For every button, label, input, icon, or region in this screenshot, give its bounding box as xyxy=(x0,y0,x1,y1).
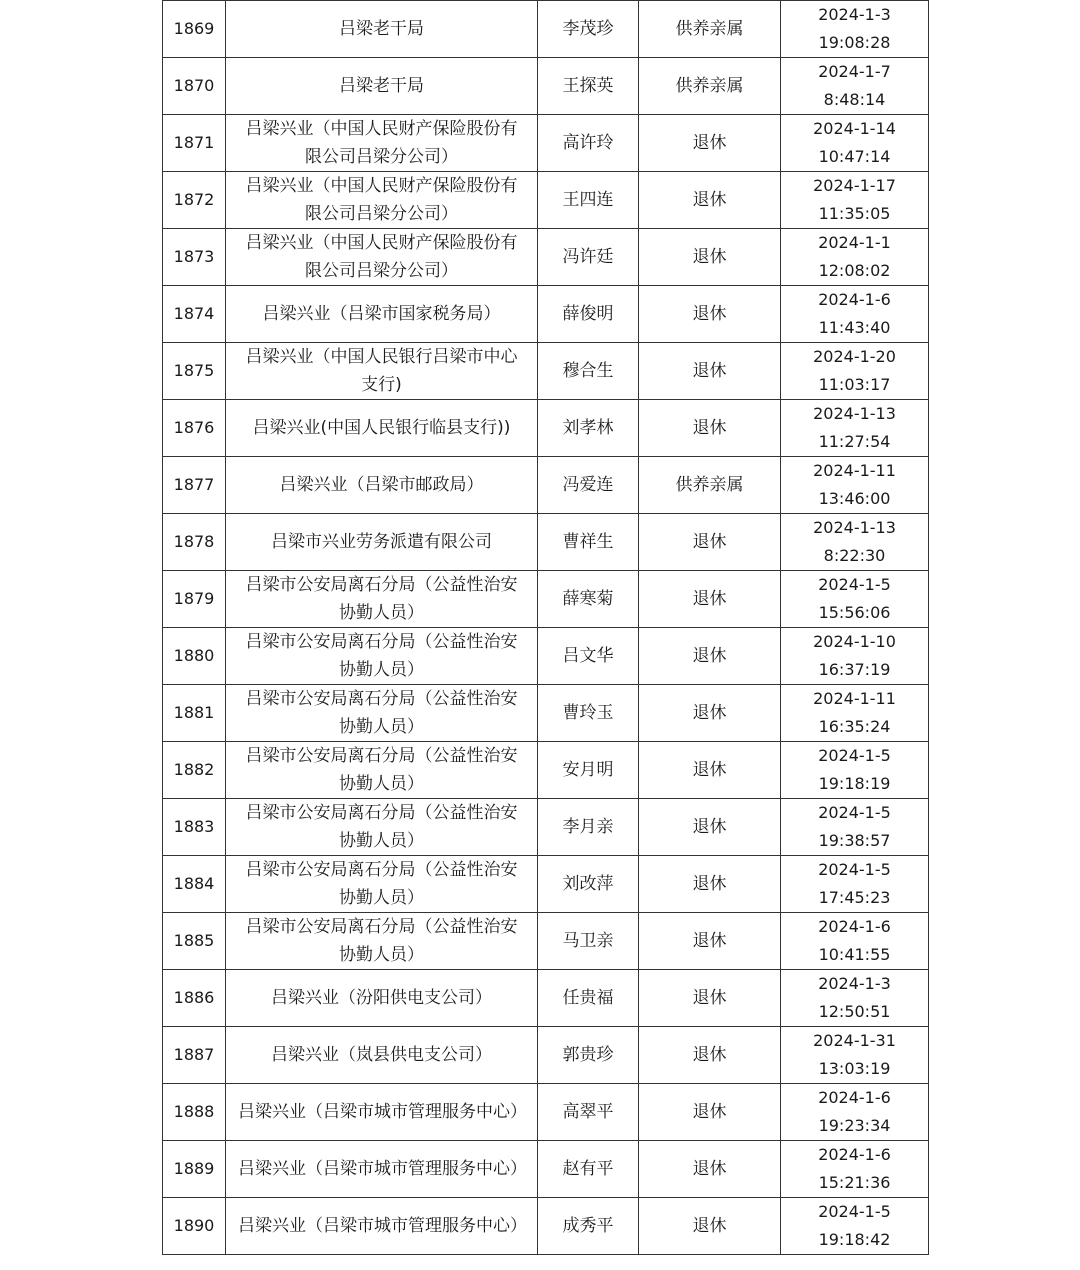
status-type-cell: 退休 xyxy=(639,913,781,970)
record-time: 12:50:51 xyxy=(818,1002,891,1021)
person-name-cell: 王探英 xyxy=(538,58,639,115)
record-time: 11:35:05 xyxy=(818,204,891,223)
table-row xyxy=(163,400,929,457)
sequence-number-cell: 1875 xyxy=(163,343,226,400)
work-unit-cell: 吕梁市兴业劳务派遣有限公司 xyxy=(226,514,538,571)
timestamp-cell xyxy=(781,913,929,970)
timestamp-cell xyxy=(781,286,929,343)
table-row xyxy=(163,913,929,970)
timestamp-cell xyxy=(781,742,929,799)
sequence-number-cell: 1889 xyxy=(163,1141,226,1198)
work-unit-cell: 吕梁市公安局离石分局（公益性治安协勤人员） xyxy=(226,628,538,685)
person-name-cell: 李茂珍 xyxy=(538,1,639,58)
table-row xyxy=(163,799,929,856)
status-type-cell: 退休 xyxy=(639,970,781,1027)
sequence-number-cell: 1878 xyxy=(163,514,226,571)
sequence-number-cell: 1882 xyxy=(163,742,226,799)
record-time: 17:45:23 xyxy=(818,888,891,907)
table-row xyxy=(163,229,929,286)
work-unit-cell: 吕梁兴业（中国人民财产保险股份有限公司吕梁分公司） xyxy=(226,229,538,286)
record-time: 19:23:34 xyxy=(818,1116,891,1135)
record-date: 2024-1-11 xyxy=(813,461,896,480)
record-date: 2024-1-13 xyxy=(813,518,896,537)
record-time: 19:08:28 xyxy=(818,33,891,52)
work-unit-cell: 吕梁兴业（岚县供电支公司） xyxy=(226,1027,538,1084)
sequence-number-cell: 1888 xyxy=(163,1084,226,1141)
work-unit-cell: 吕梁兴业（吕梁市邮政局） xyxy=(226,457,538,514)
table-row xyxy=(163,172,929,229)
person-name-cell: 任贵福 xyxy=(538,970,639,1027)
status-type-cell: 退休 xyxy=(639,628,781,685)
status-type-cell: 退休 xyxy=(639,514,781,571)
person-name-cell: 王四连 xyxy=(538,172,639,229)
table-row xyxy=(163,856,929,913)
record-time: 8:48:14 xyxy=(823,90,886,109)
record-date: 2024-1-5 xyxy=(818,860,891,879)
timestamp-cell xyxy=(781,115,929,172)
records-body xyxy=(163,1,929,1255)
status-type-cell: 退休 xyxy=(639,1141,781,1198)
table-row xyxy=(163,58,929,115)
record-time: 19:38:57 xyxy=(818,831,891,850)
work-unit-cell: 吕梁兴业（吕梁市城市管理服务中心） xyxy=(226,1141,538,1198)
work-unit-cell: 吕梁兴业（吕梁市城市管理服务中心） xyxy=(226,1084,538,1141)
person-name-cell: 冯爱连 xyxy=(538,457,639,514)
person-name-cell: 曹玲玉 xyxy=(538,685,639,742)
person-name-cell: 薛俊明 xyxy=(538,286,639,343)
record-time: 15:21:36 xyxy=(818,1173,891,1192)
record-time: 8:22:30 xyxy=(823,546,886,565)
sequence-number-cell: 1874 xyxy=(163,286,226,343)
person-name-cell: 穆合生 xyxy=(538,343,639,400)
status-type-cell: 退休 xyxy=(639,115,781,172)
record-date: 2024-1-10 xyxy=(813,632,896,651)
record-date: 2024-1-31 xyxy=(813,1031,896,1050)
record-date: 2024-1-13 xyxy=(813,404,896,423)
sequence-number-cell: 1890 xyxy=(163,1198,226,1255)
timestamp-cell xyxy=(781,1,929,58)
status-type-cell: 退休 xyxy=(639,400,781,457)
status-type-cell: 退休 xyxy=(639,571,781,628)
work-unit-cell: 吕梁兴业（吕梁市城市管理服务中心） xyxy=(226,1198,538,1255)
table-row xyxy=(163,742,929,799)
status-type-cell: 退休 xyxy=(639,343,781,400)
person-name-cell: 高翠平 xyxy=(538,1084,639,1141)
person-name-cell: 冯许廷 xyxy=(538,229,639,286)
status-type-cell: 退休 xyxy=(639,229,781,286)
record-time: 13:46:00 xyxy=(818,489,891,508)
record-date: 2024-1-6 xyxy=(818,290,891,309)
record-date: 2024-1-3 xyxy=(818,974,891,993)
record-time: 10:47:14 xyxy=(818,147,891,166)
work-unit-cell: 吕梁兴业（中国人民银行吕梁市中心支行) xyxy=(226,343,538,400)
record-time: 13:03:19 xyxy=(818,1059,891,1078)
sequence-number-cell: 1885 xyxy=(163,913,226,970)
person-name-cell: 安月明 xyxy=(538,742,639,799)
record-time: 15:56:06 xyxy=(818,603,891,622)
work-unit-cell: 吕梁兴业(中国人民银行临县支行)) xyxy=(226,400,538,457)
table-row xyxy=(163,1084,929,1141)
table-row xyxy=(163,1141,929,1198)
record-date: 2024-1-1 xyxy=(818,233,891,252)
sequence-number-cell: 1872 xyxy=(163,172,226,229)
sequence-number-cell: 1876 xyxy=(163,400,226,457)
status-type-cell: 退休 xyxy=(639,685,781,742)
record-time: 12:08:02 xyxy=(818,261,891,280)
work-unit-cell: 吕梁老干局 xyxy=(226,1,538,58)
timestamp-cell xyxy=(781,457,929,514)
person-name-cell: 赵有平 xyxy=(538,1141,639,1198)
timestamp-cell xyxy=(781,571,929,628)
work-unit-cell: 吕梁兴业（吕梁市国家税务局） xyxy=(226,286,538,343)
table-row xyxy=(163,685,929,742)
work-unit-cell: 吕梁市公安局离石分局（公益性治安协勤人员） xyxy=(226,799,538,856)
record-date: 2024-1-7 xyxy=(818,62,891,81)
status-type-cell: 退休 xyxy=(639,1027,781,1084)
table-row xyxy=(163,457,929,514)
table-row xyxy=(163,628,929,685)
table-row xyxy=(163,286,929,343)
record-date: 2024-1-5 xyxy=(818,575,891,594)
table-row xyxy=(163,1,929,58)
record-time: 11:27:54 xyxy=(818,432,891,451)
table-row xyxy=(163,1198,929,1255)
table-row xyxy=(163,571,929,628)
person-name-cell: 成秀平 xyxy=(538,1198,639,1255)
record-date: 2024-1-6 xyxy=(818,1088,891,1107)
work-unit-cell: 吕梁市公安局离石分局（公益性治安协勤人员） xyxy=(226,856,538,913)
timestamp-cell xyxy=(781,514,929,571)
work-unit-cell: 吕梁兴业（中国人民财产保险股份有限公司吕梁分公司） xyxy=(226,172,538,229)
timestamp-cell xyxy=(781,1141,929,1198)
status-type-cell: 供养亲属 xyxy=(639,1,781,58)
timestamp-cell xyxy=(781,970,929,1027)
record-time: 16:35:24 xyxy=(818,717,891,736)
person-name-cell: 刘孝林 xyxy=(538,400,639,457)
record-date: 2024-1-11 xyxy=(813,689,896,708)
record-time: 11:03:17 xyxy=(818,375,891,394)
record-date: 2024-1-5 xyxy=(818,803,891,822)
person-name-cell: 薛寒菊 xyxy=(538,571,639,628)
work-unit-cell: 吕梁市公安局离石分局（公益性治安协勤人员） xyxy=(226,685,538,742)
record-date: 2024-1-5 xyxy=(818,1202,891,1221)
sequence-number-cell: 1877 xyxy=(163,457,226,514)
record-time: 16:37:19 xyxy=(818,660,891,679)
record-date: 2024-1-6 xyxy=(818,1145,891,1164)
status-type-cell: 退休 xyxy=(639,286,781,343)
person-name-cell: 高许玲 xyxy=(538,115,639,172)
timestamp-cell xyxy=(781,856,929,913)
table-row xyxy=(163,970,929,1027)
status-type-cell: 供养亲属 xyxy=(639,58,781,115)
record-date: 2024-1-20 xyxy=(813,347,896,366)
work-unit-cell: 吕梁市公安局离石分局（公益性治安协勤人员） xyxy=(226,742,538,799)
sequence-number-cell: 1869 xyxy=(163,1,226,58)
record-date: 2024-1-6 xyxy=(818,917,891,936)
person-name-cell: 马卫亲 xyxy=(538,913,639,970)
sequence-number-cell: 1873 xyxy=(163,229,226,286)
status-type-cell: 供养亲属 xyxy=(639,457,781,514)
timestamp-cell xyxy=(781,1084,929,1141)
sequence-number-cell: 1881 xyxy=(163,685,226,742)
status-type-cell: 退休 xyxy=(639,1198,781,1255)
table-row xyxy=(163,1027,929,1084)
sequence-number-cell: 1879 xyxy=(163,571,226,628)
work-unit-cell: 吕梁市公安局离石分局（公益性治安协勤人员） xyxy=(226,571,538,628)
timestamp-cell xyxy=(781,1198,929,1255)
sequence-number-cell: 1871 xyxy=(163,115,226,172)
timestamp-cell xyxy=(781,58,929,115)
record-time: 19:18:19 xyxy=(818,774,891,793)
sequence-number-cell: 1886 xyxy=(163,970,226,1027)
status-type-cell: 退休 xyxy=(639,742,781,799)
work-unit-cell: 吕梁市公安局离石分局（公益性治安协勤人员） xyxy=(226,913,538,970)
status-type-cell: 退休 xyxy=(639,799,781,856)
record-date: 2024-1-3 xyxy=(818,5,891,24)
status-type-cell: 退休 xyxy=(639,172,781,229)
person-name-cell: 曹祥生 xyxy=(538,514,639,571)
record-time: 11:43:40 xyxy=(818,318,891,337)
record-date: 2024-1-5 xyxy=(818,746,891,765)
work-unit-cell: 吕梁兴业（中国人民财产保险股份有限公司吕梁分公司） xyxy=(226,115,538,172)
sequence-number-cell: 1870 xyxy=(163,58,226,115)
timestamp-cell xyxy=(781,400,929,457)
table-row xyxy=(163,343,929,400)
sequence-number-cell: 1884 xyxy=(163,856,226,913)
sequence-number-cell: 1887 xyxy=(163,1027,226,1084)
sequence-number-cell: 1883 xyxy=(163,799,226,856)
record-date: 2024-1-17 xyxy=(813,176,896,195)
work-unit-cell: 吕梁兴业（汾阳供电支公司） xyxy=(226,970,538,1027)
work-unit-cell: 吕梁老干局 xyxy=(226,58,538,115)
table-row xyxy=(163,514,929,571)
person-name-cell: 吕文华 xyxy=(538,628,639,685)
record-time: 10:41:55 xyxy=(818,945,891,964)
person-name-cell: 刘改萍 xyxy=(538,856,639,913)
timestamp-cell xyxy=(781,172,929,229)
record-date: 2024-1-14 xyxy=(813,119,896,138)
person-name-cell: 郭贵珍 xyxy=(538,1027,639,1084)
timestamp-cell xyxy=(781,628,929,685)
record-time: 19:18:42 xyxy=(818,1230,891,1249)
timestamp-cell xyxy=(781,685,929,742)
person-name-cell: 李月亲 xyxy=(538,799,639,856)
timestamp-cell xyxy=(781,343,929,400)
records-table xyxy=(162,0,929,1255)
table-row xyxy=(163,115,929,172)
timestamp-cell xyxy=(781,1027,929,1084)
timestamp-cell xyxy=(781,229,929,286)
timestamp-cell xyxy=(781,799,929,856)
status-type-cell: 退休 xyxy=(639,856,781,913)
status-type-cell: 退休 xyxy=(639,1084,781,1141)
sequence-number-cell: 1880 xyxy=(163,628,226,685)
